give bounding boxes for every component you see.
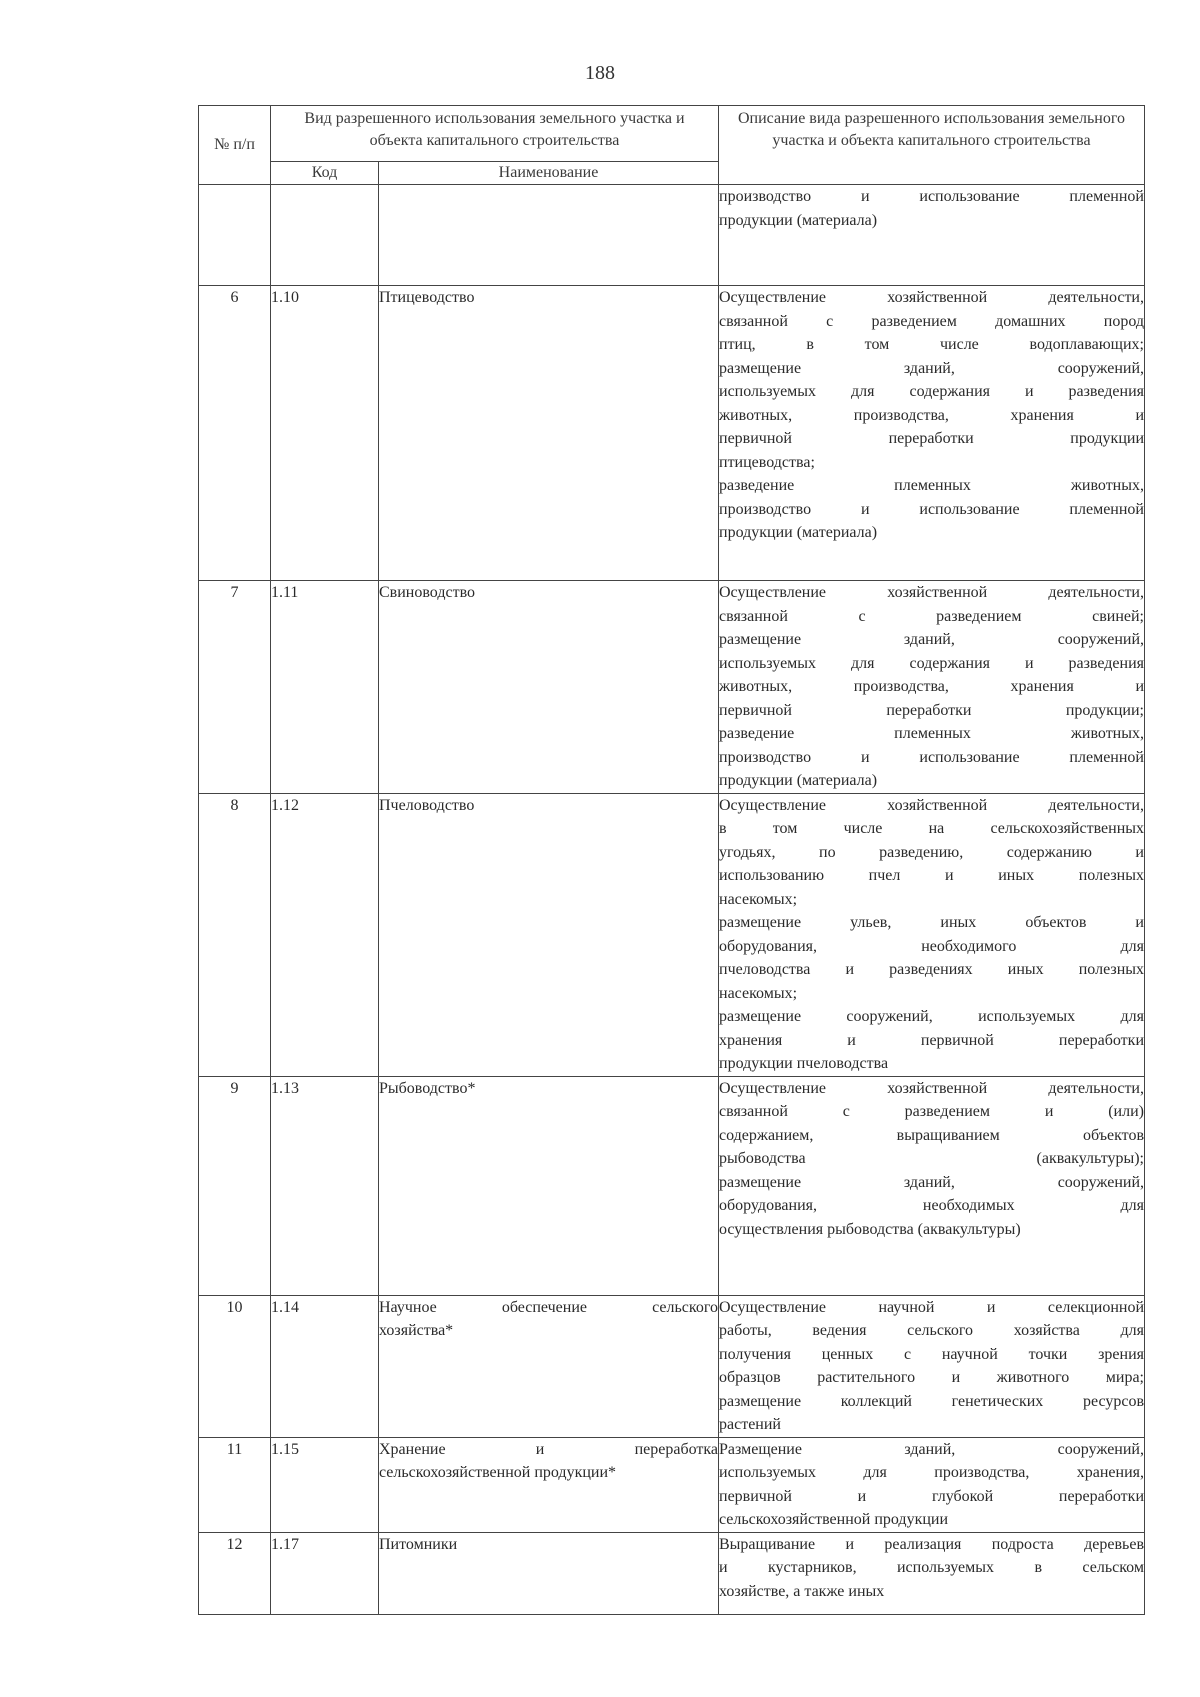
description-line: первичной переработки продукции	[719, 430, 1144, 447]
row-code: 1.13	[271, 1076, 379, 1295]
row-name	[379, 1532, 719, 1614]
description-line: Осуществление научной и селекционной	[719, 1298, 1144, 1316]
description-line: Осуществление хозяйственной деятельности,	[719, 289, 1144, 306]
description-line: размещение зданий, сооружений,	[719, 631, 1144, 648]
description-line: продукции (материала)	[719, 524, 878, 541]
description-line: работы, ведения сельского хозяйства для	[719, 1322, 1144, 1339]
row-number: 6	[199, 286, 271, 581]
description-line: получения ценных с научной точки зрения	[719, 1345, 1144, 1363]
description-line: оборудования, необходимого для	[719, 937, 1144, 955]
table-row	[199, 185, 1145, 286]
row-number: 11	[199, 1437, 271, 1532]
table-row	[199, 793, 1145, 1076]
header-code: Код	[271, 162, 379, 185]
description-line: и кустарников, используемых в сельском	[719, 1559, 1144, 1576]
description-line: связанной с разведением домашних пород	[719, 312, 1144, 330]
table-row	[199, 1437, 1145, 1532]
row-description	[719, 1437, 1145, 1532]
row-code: 1.14	[271, 1295, 379, 1437]
description-line: продукции (материала)	[719, 211, 878, 229]
row-code: 1.12	[271, 793, 379, 1076]
description-line: продукции (материала)	[719, 772, 878, 789]
page-number: 188	[585, 62, 615, 84]
description-line: хозяйстве, а также иных	[719, 1582, 885, 1600]
row-number: 12	[199, 1532, 271, 1614]
row-number	[199, 185, 271, 286]
description-line: животных, производства, хранения и	[719, 406, 1144, 424]
description-line: производство и использование племенной	[719, 188, 1144, 205]
row-name	[379, 286, 719, 581]
description-line: размещение зданий, сооружений,	[719, 359, 1144, 377]
description-line: Размещение зданий, сооружений,	[719, 1440, 1144, 1458]
description-line: оборудования, необходимых для	[719, 1197, 1144, 1214]
land-use-table	[198, 105, 1145, 1615]
description-line: разведение племенных животных,	[719, 725, 1144, 742]
row-name	[379, 793, 719, 1076]
description-line: угодьях, по разведению, содержанию и	[719, 843, 1144, 861]
row-code: 1.15	[271, 1437, 379, 1532]
description-line: связанной с разведением свиней;	[719, 607, 1144, 625]
table-body	[199, 185, 1145, 1615]
description-line: Осуществление хозяйственной деятельности,	[719, 796, 1144, 814]
row-description	[719, 1532, 1145, 1614]
name-line: сельскохозяйственной продукции*	[379, 1464, 617, 1481]
description-line: растений	[719, 1416, 781, 1433]
description-line: содержанием, выращиванием объектов	[719, 1126, 1144, 1144]
name-line: Научное обеспечение сельского	[379, 1298, 718, 1316]
name-line: Птицеводство	[379, 289, 475, 306]
description-line: Выращивание и реализация подроста деревьев	[719, 1535, 1144, 1553]
table-row	[199, 1532, 1145, 1614]
description-line: птиц, в том числе водоплавающих;	[719, 336, 1144, 353]
row-number: 7	[199, 581, 271, 794]
row-description	[719, 286, 1145, 581]
name-line: Свиноводство	[379, 584, 476, 601]
description-line: сельскохозяйственной продукции	[719, 1511, 949, 1528]
description-line: образцов растительного и животного мира;	[719, 1369, 1144, 1386]
row-name	[379, 185, 719, 286]
table-row	[199, 581, 1145, 794]
row-description	[719, 793, 1145, 1076]
description-line: размещение коллекций генетических ресурсов	[719, 1392, 1144, 1410]
row-number: 10	[199, 1295, 271, 1437]
description-line: насекомых;	[719, 984, 798, 1002]
description-line: использованию пчел и иных полезных	[719, 867, 1144, 884]
row-description	[719, 185, 1145, 286]
row-code: 1.11	[271, 581, 379, 794]
description-line: используемых для содержания и разведения	[719, 654, 1144, 672]
description-line: первичной переработки продукции;	[719, 701, 1144, 719]
description-line: хранения и первичной переработки	[719, 1031, 1144, 1049]
description-line: Осуществление хозяйственной деятельности,	[719, 584, 1144, 601]
description-line: продукции пчеловодства	[719, 1055, 889, 1072]
description-line: размещение сооружений, используемых для	[719, 1008, 1144, 1025]
row-number: 8	[199, 793, 271, 1076]
description-line: используемых для содержания и разведения	[719, 383, 1144, 400]
description-line: связанной с разведением и (или)	[719, 1103, 1144, 1120]
row-description	[719, 1076, 1145, 1295]
description-line: производство и использование племенной	[719, 500, 1144, 518]
description-line: размещение зданий, сооружений,	[719, 1173, 1144, 1191]
row-name	[379, 1076, 719, 1295]
description-line: осуществления рыбоводства (аквакультуры)	[719, 1220, 1021, 1238]
table-row	[199, 286, 1145, 581]
description-line: насекомых;	[719, 890, 798, 908]
description-line: производство и использование племенной	[719, 748, 1144, 766]
row-name	[379, 1437, 719, 1532]
row-code	[271, 185, 379, 286]
name-line: Хранение и переработка	[379, 1440, 718, 1458]
row-description	[719, 581, 1145, 794]
row-description	[719, 1295, 1145, 1437]
header-name: Наименование	[379, 162, 719, 185]
name-line: Рыбоводство*	[379, 1079, 476, 1097]
header-group: Вид разрешенного использования земельного участка и объекта капитального строительства	[271, 106, 719, 162]
description-line: размещение ульев, иных объектов и	[719, 914, 1144, 931]
description-line: рыбоводства (аквакультуры);	[719, 1150, 1144, 1167]
name-line: Пчеловодство	[379, 796, 475, 814]
description-line: птицеводства;	[719, 453, 815, 471]
table-row	[199, 1076, 1145, 1295]
description-line: пчеловодства и разведениях иных полезных	[719, 961, 1144, 978]
table-row	[199, 1295, 1145, 1437]
header-description: Описание вида разрешенного использования земельного участка и объекта капитального строительства	[719, 106, 1145, 185]
row-name	[379, 581, 719, 794]
row-code: 1.17	[271, 1532, 379, 1614]
row-code: 1.10	[271, 286, 379, 581]
row-name	[379, 1295, 719, 1437]
description-line: используемых для производства, хранения,	[719, 1464, 1144, 1481]
header-number: № п/п	[199, 106, 271, 185]
description-line: разведение племенных животных,	[719, 477, 1144, 494]
table-header	[199, 106, 1145, 185]
description-line: животных, производства, хранения и	[719, 678, 1144, 695]
description-line: первичной и глубокой переработки	[719, 1487, 1144, 1505]
name-line: хозяйства*	[379, 1322, 454, 1339]
name-line: Питомники	[379, 1535, 458, 1553]
description-line: Осуществление хозяйственной деятельности,	[719, 1079, 1144, 1097]
row-number: 9	[199, 1076, 271, 1295]
description-line: в том числе на сельскохозяйственных	[719, 820, 1144, 837]
